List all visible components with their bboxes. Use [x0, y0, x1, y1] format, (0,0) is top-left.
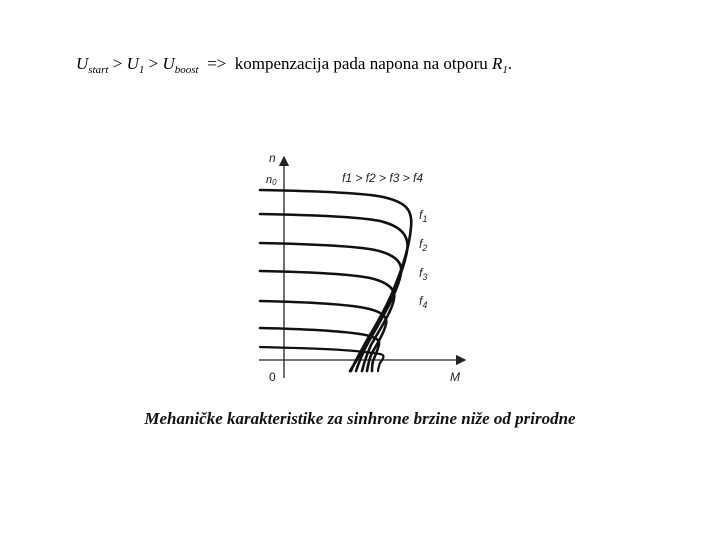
gt-sign-1: > — [108, 54, 127, 73]
n0-label: n0 — [266, 174, 277, 187]
u-1-symbol: U — [126, 54, 139, 73]
u-start-symbol: U — [76, 54, 89, 73]
r-subscript: 1 — [502, 64, 508, 76]
figure-caption: Mehaničke karakteristike za sinhrone brzine niže od prirodne — [144, 409, 576, 428]
x-axis-label: M — [450, 370, 460, 384]
gt-sign-2: > — [144, 54, 163, 73]
r-symbol: R — [492, 54, 503, 73]
u-boost-symbol: U — [162, 54, 175, 73]
f3-label: $f_3$ — [419, 266, 428, 282]
headline — [76, 54, 512, 76]
compensation-text: => kompenzacija pada napona na otporu — [198, 54, 492, 73]
u-1-subscript: 1 — [138, 64, 145, 76]
curve-f3 — [260, 243, 401, 371]
f1-label: $f_1$ — [419, 208, 428, 224]
frequency-relation-label: f1 > f2 > f3 > f4 — [342, 171, 424, 185]
torque-speed-diagram — [255, 145, 470, 390]
torque-speed-figure — [255, 145, 470, 390]
u-start-subscript: start — [88, 64, 109, 76]
origin-label: 0 — [269, 370, 276, 384]
f4-label: $f_4$ — [419, 294, 428, 310]
f2-label: $f_2$ — [419, 237, 428, 253]
y-axis-label: n — [269, 151, 276, 165]
u-boost-subscript: boost — [174, 64, 199, 76]
headline-period: . — [507, 54, 513, 73]
